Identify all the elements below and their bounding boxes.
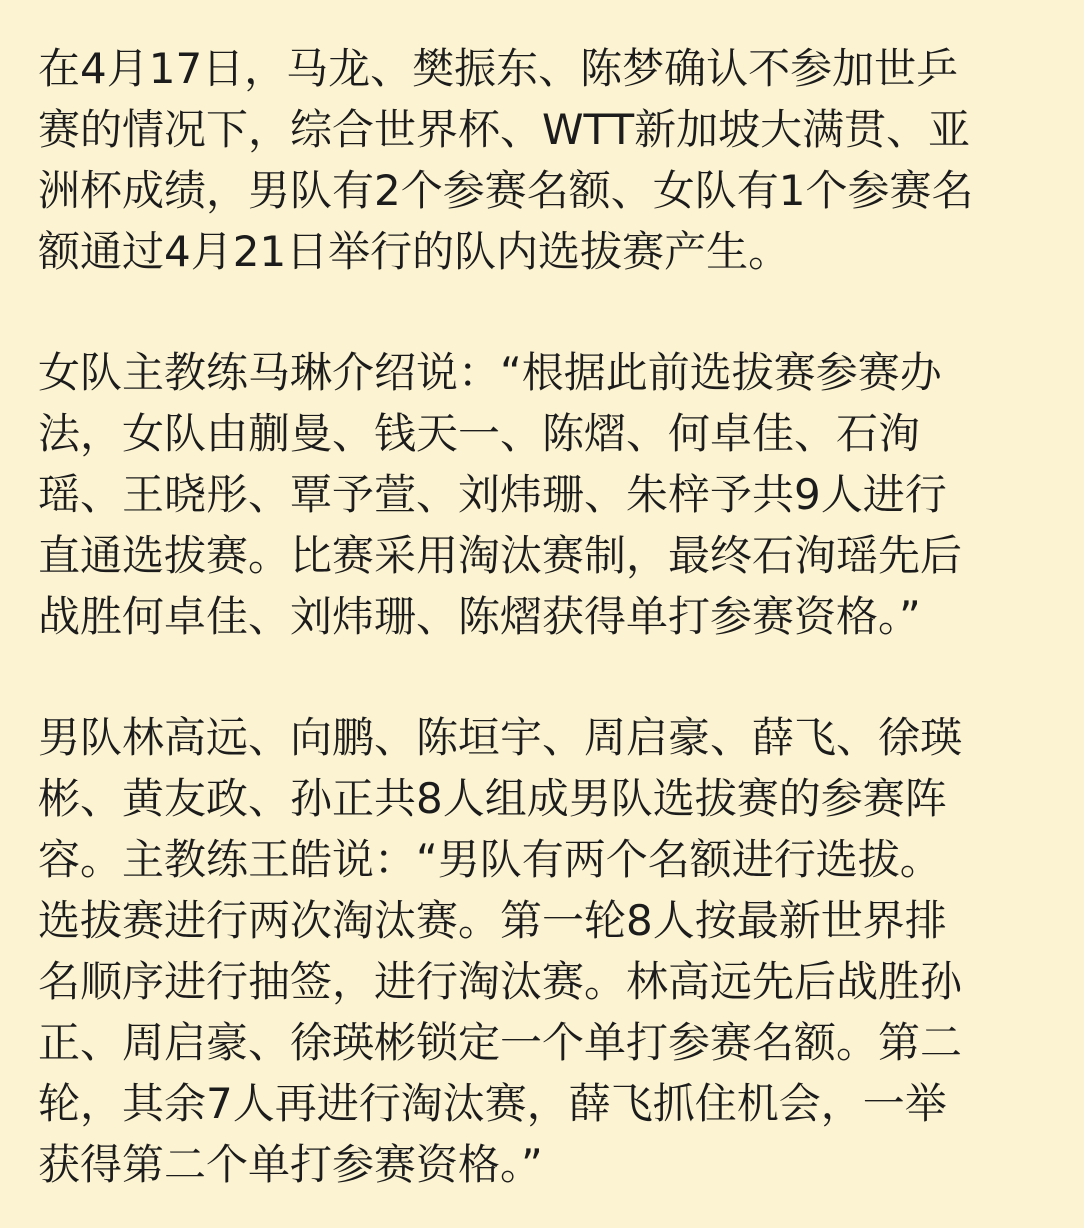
text-line: 获得第二个单打参赛资格。” <box>38 1140 543 1189</box>
text-line: 法，女队由蒯曼、钱天一、陈熠、何卓佳、石洵 <box>38 409 921 458</box>
text-line: 选拔赛进行两次淘汰赛。第一轮8人按最新世界排 <box>38 896 947 945</box>
text-line: 男队林高远、向鹏、陈垣宇、周启豪、薛飞、徐瑛 <box>38 713 963 762</box>
paragraph-gap <box>38 647 1064 707</box>
text-line: 直通选拔赛。比赛采用淘汰赛制，最终石洵瑶先后 <box>38 531 963 580</box>
text-line: 在4月17日，马龙、樊振东、陈梦确认不参加世乒 <box>38 44 959 93</box>
text-line: 洲杯成绩，男队有2个参赛名额、女队有1个参赛名 <box>38 166 974 215</box>
paragraph-women-team <box>38 342 1064 647</box>
text-line: 彬、黄友政、孙正共8人组成男队选拔赛的参赛阵 <box>38 774 947 823</box>
text-line: 轮，其余7人再进行淘汰赛，薛飞抓住机会，一举 <box>38 1079 947 1128</box>
paragraph-qualification <box>38 38 1064 282</box>
paragraph-gap <box>38 282 1064 342</box>
text-line: 额通过4月21日举行的队内选拔赛产生。 <box>38 227 791 276</box>
text-line: 战胜何卓佳、刘炜珊、陈熠获得单打参赛资格。” <box>38 592 921 641</box>
text-line: 名顺序进行抽签，进行淘汰赛。林高远先后战胜孙 <box>38 957 963 1006</box>
text-line: 容。主教练王皓说：“男队有两个名额进行选拔。 <box>38 835 942 884</box>
text-line: 瑶、王晓彤、覃予萱、刘炜珊、朱梓予共9人进行 <box>38 470 947 519</box>
paragraph-men-team <box>38 707 1064 1195</box>
text-line: 赛的情况下，综合世界杯、WTT新加坡大满贯、亚 <box>38 105 971 154</box>
text-line: 正、周启豪、徐瑛彬锁定一个单打参赛名额。第二 <box>38 1018 963 1067</box>
text-line: 女队主教练马琳介绍说：“根据此前选拔赛参赛办 <box>38 348 942 397</box>
